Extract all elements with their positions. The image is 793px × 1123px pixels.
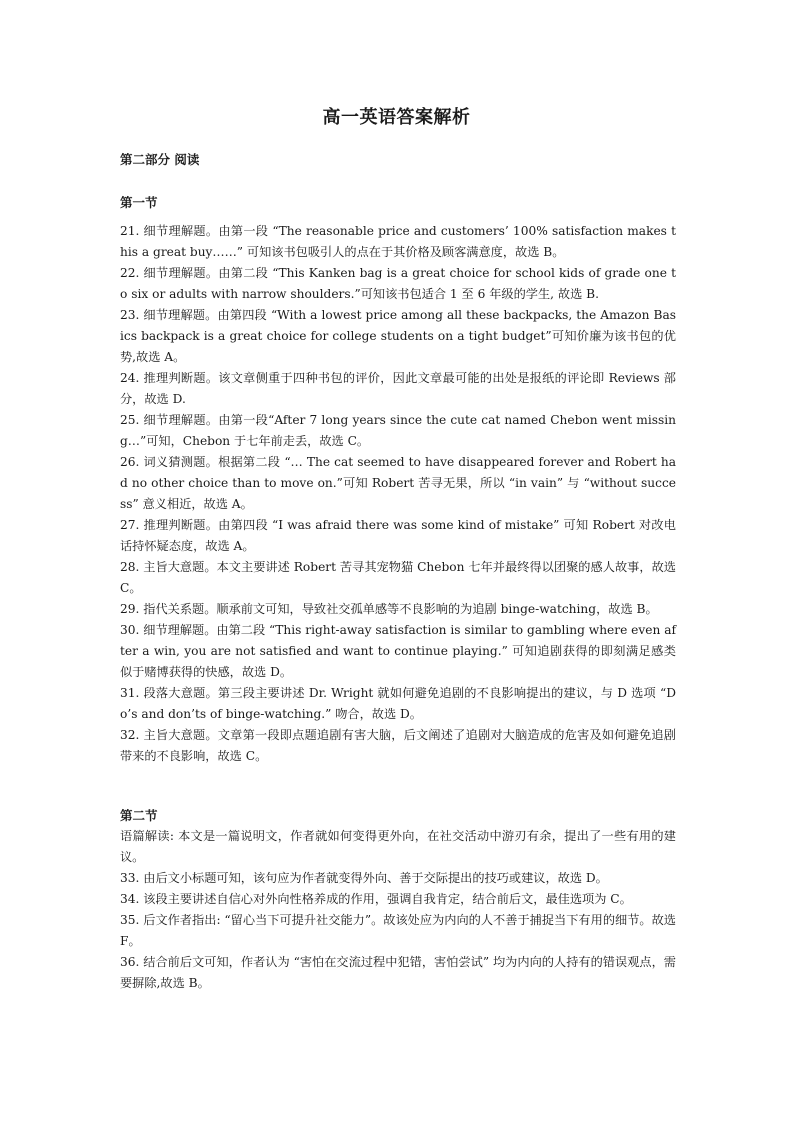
section-2-answers	[120, 826, 676, 994]
answer-29: 29. 指代关系题。顺承前文可知，导致社交孤单感等不良影响的为追剧 binge-watching，故选 B。	[120, 602, 658, 616]
answer-28: 28. 主旨大意题。本文主要讲述 Robert 苦寻其宠物猫 Chebon 七年并最终得以团聚的感人故事，故选 C。	[120, 560, 676, 595]
answer-35: 35. 后文作者指出: “留心当下可提升社交能力”。故该处应为内向的人不善于捕捉当下有用的细节。故选 F。	[120, 913, 676, 948]
answer-30: 30. 细节理解题。由第二段 “This right-away satisfaction is similar to gambling where even after a win, you are not satisfied and want to continue playing.” 可知追剧获得的即刻满足感类似于赌博获得的快感，故选 D。	[120, 623, 676, 679]
answer-34: 34. 该段主要讲述自信心对外向性格养成的作用，强调自我肯定，结合前后文，最佳选项为 C。	[120, 892, 632, 906]
page-title: 高一英语答案解析	[322, 107, 471, 128]
section-1-heading: 第一节	[120, 195, 158, 210]
answer-36: 36. 结合前后文可知，作者认为 “害怕在交流过程中犯错，害怕尝试” 均为内向的人持有的错误观点，需要摒除,故选 B。	[120, 955, 676, 990]
answer-31: 31. 段落大意题。第三段主要讲述 Dr. Wright 就如何避免追剧的不良影响提出的建议，与 D 选项 “Do’s and don’ts of binge-watching.” 吻合，故选 D。	[120, 686, 676, 721]
part-heading: 第二部分 阅读	[120, 152, 200, 167]
answer-23: 23. 细节理解题。由第四段 “With a lowest price among all these backpacks, the Amazon Basics backpack is a great choice for college students on a tight budget”可知价廉为该书包的优势,故选 A。	[120, 308, 676, 364]
section-2-heading: 第二节	[120, 808, 158, 823]
answer-22: 22. 细节理解题。由第二段 “This Kanken bag is a great choice for school kids of grade one to six or adults with narrow shoulders.”可知该书包适合 1 至 6 年级的学生, 故选 B.	[120, 266, 676, 301]
answer-25: 25. 细节理解题。由第一段“After 7 long years since the cute cat named Chebon went missing…”可知，Chebon 于七年前走丢，故选 C。	[120, 413, 676, 448]
answer-27: 27. 推理判断题。由第四段 “I was afraid there was some kind of mistake” 可知 Robert 对改电话持怀疑态度，故选 A。	[120, 518, 676, 553]
section-1-answers	[120, 221, 676, 767]
passage-summary: 语篇解读: 本文是一篇说明文，作者就如何变得更外向，在社交活动中游刃有余，提出了一些有用的建议。	[120, 829, 676, 864]
answer-26: 26. 词义猜测题。根据第二段 “… The cat seemed to have disappeared forever and Robert had no other choice than to move on.”可知 Robert 苦寻无果，所以 “in vain” 与 “without success” 意义相近，故选 A。	[120, 455, 676, 511]
answer-21: 21. 细节理解题。由第一段 “The reasonable price and customers’ 100% satisfaction makes this a great buy……” 可知该书包吸引人的点在于其价格及顾客满意度，故选 B。	[120, 224, 676, 259]
answer-33: 33. 由后文小标题可知，该句应为作者就变得外向、善于交际提出的技巧或建议，故选 D。	[120, 871, 608, 885]
answer-24: 24. 推理判断题。该文章侧重于四种书包的评价，因此文章最可能的出处是报纸的评论即 Reviews 部分，故选 D.	[120, 371, 676, 406]
answer-32: 32. 主旨大意题。文章第一段即点题追剧有害大脑，后文阐述了追剧对大脑造成的危害及如何避免追剧带来的不良影响，故选 C。	[120, 728, 676, 763]
